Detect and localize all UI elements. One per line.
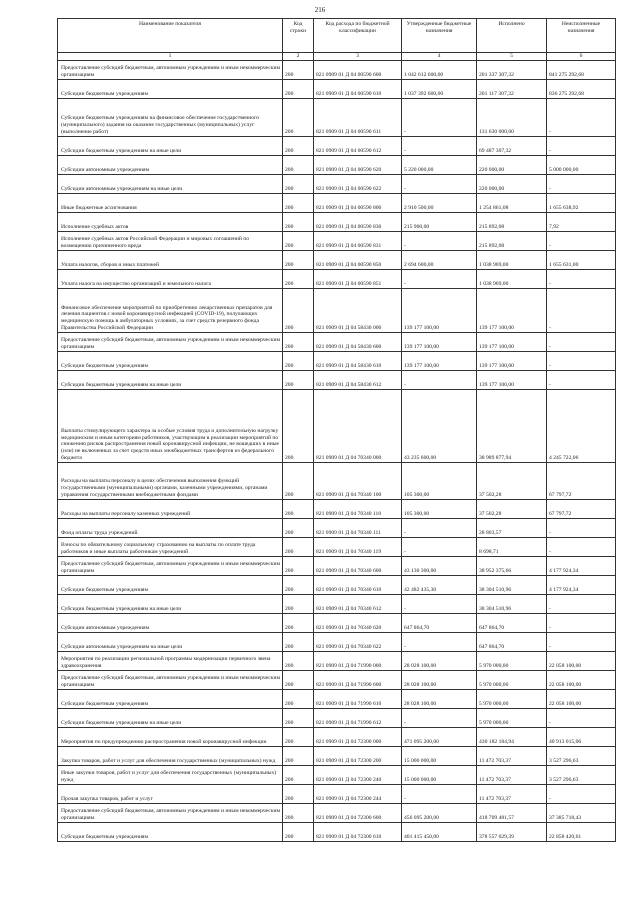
- row-classification-code: 821 0909 01 Д 04 72300 600: [314, 803, 402, 822]
- row-line-code: 200: [283, 269, 314, 288]
- row-executed: 201 117 307,32: [477, 79, 547, 98]
- row-approved: 5 220 000,00: [402, 155, 477, 174]
- row-remaining: -: [547, 594, 616, 613]
- header-approved: Утвержденные бюджетные назначения: [402, 19, 477, 53]
- row-line-code: 200: [283, 462, 314, 499]
- column-number: 4: [402, 53, 477, 61]
- row-executed: 5 970 000,00: [477, 651, 547, 670]
- table-row: [58, 79, 616, 98]
- row-name: Субсидии автономным учреждениям: [58, 155, 283, 174]
- column-numbers-row: [58, 53, 616, 61]
- row-remaining: 5 000 000,00: [547, 155, 616, 174]
- row-executed: 11 472 703,37: [477, 765, 547, 784]
- row-executed: 38 989 877,94: [477, 389, 547, 462]
- row-remaining: 22 058 100,00: [547, 689, 616, 708]
- row-classification-code: 821 0909 01 Д 04 00590 600: [314, 60, 402, 79]
- row-approved: -: [402, 708, 477, 727]
- row-classification-code: 821 0909 01 Д 04 00590 851: [314, 269, 402, 288]
- row-name: Субсидии бюджетным учреждениям на иные цели: [58, 708, 283, 727]
- row-classification-code: 821 0909 01 Д 04 72300 200: [314, 746, 402, 765]
- row-remaining: 3 527 296,63: [547, 765, 616, 784]
- row-executed: 215 892,08: [477, 212, 547, 231]
- table-row: [58, 351, 616, 370]
- row-executed: 647 864,70: [477, 632, 547, 651]
- row-line-code: 200: [283, 803, 314, 822]
- row-executed: 11 472 703,37: [477, 784, 547, 803]
- column-number: 1: [58, 53, 283, 61]
- row-approved: -: [402, 784, 477, 803]
- row-executed: 139 177 100,00: [477, 351, 547, 370]
- row-executed: 37 502,28: [477, 499, 547, 518]
- row-remaining: -: [547, 518, 616, 537]
- row-executed: 418 709 481,57: [477, 803, 547, 822]
- row-executed: 38 304 510,96: [477, 594, 547, 613]
- table-row: [58, 212, 616, 231]
- row-name: Субсидии бюджетным учреждениям: [58, 689, 283, 708]
- table-row: [58, 670, 616, 689]
- row-approved: -: [402, 231, 477, 250]
- row-executed: 5 970 000,00: [477, 708, 547, 727]
- row-name: Мероприятия по предупреждению распространения новой коронавирусной инфекции: [58, 727, 283, 746]
- row-executed: 69 487 307,32: [477, 136, 547, 155]
- row-approved: 28 028 100,00: [402, 670, 477, 689]
- row-classification-code: 821 0909 01 Д 04 00590 622: [314, 174, 402, 193]
- row-classification-code: 821 0909 01 Д 04 70340 100: [314, 462, 402, 499]
- row-remaining: -: [547, 136, 616, 155]
- row-approved: 15 000 000,00: [402, 746, 477, 765]
- row-remaining: 1 655 638,92: [547, 193, 616, 212]
- row-approved: 2 694 600,00: [402, 250, 477, 269]
- row-approved: 105 300,00: [402, 462, 477, 499]
- row-classification-code: 821 0909 01 Д 04 70340 119: [314, 537, 402, 556]
- header-indicator-name: Наименование показателя: [58, 19, 283, 53]
- row-approved: 647 864,70: [402, 613, 477, 632]
- row-executed: 378 557 029,39: [477, 822, 547, 841]
- row-remaining: -: [547, 269, 616, 288]
- table-row: [58, 613, 616, 632]
- table-row: [58, 822, 616, 841]
- row-remaining: 841 275 292,68: [547, 60, 616, 79]
- row-line-code: 200: [283, 822, 314, 841]
- row-executed: 37 502,28: [477, 462, 547, 499]
- header-executed: Исполнено: [477, 19, 547, 53]
- row-executed: 201 337 307,32: [477, 60, 547, 79]
- row-classification-code: 821 0909 01 Д 04 00590 611: [314, 98, 402, 136]
- row-classification-code: 821 0909 01 Д 04 00590 612: [314, 136, 402, 155]
- row-classification-code: 821 0909 01 Д 04 70340 110: [314, 499, 402, 518]
- row-classification-code: 821 0909 01 Д 04 71990 610: [314, 689, 402, 708]
- row-executed: 220 000,00: [477, 155, 547, 174]
- table-body: [58, 60, 616, 841]
- row-line-code: 200: [283, 155, 314, 174]
- table-row: [58, 250, 616, 269]
- row-name: Выплаты стимулирующего характера за особые условия труда и дополнительную нагрузку медицинским и иным категориям работников, участвующим в реализации мероприятий по снижению рисков распространения новой коронавирусной инфекции, не вошедших в иные (или) не включенных за счет средств иных межбюджетных трансфертов из федерального бюджета: [58, 389, 283, 462]
- row-name: Предоставление субсидий бюджетным, автономным учреждениям и иным некоммерческим организациям: [58, 670, 283, 689]
- row-line-code: 200: [283, 689, 314, 708]
- row-classification-code: 821 0909 01 Д 04 58430 600: [314, 332, 402, 351]
- row-remaining: 7,92: [547, 212, 616, 231]
- row-approved: 1 042 612 600,00: [402, 60, 477, 79]
- row-name: Расходы на выплаты персоналу в целях обеспечения выполнения функций государственными (муниципальными) органами, казенными учреждениями, органами управления государственными внебюджетными фондами: [58, 462, 283, 499]
- table-row: [58, 155, 616, 174]
- row-name: Субсидии бюджетным учреждениям на финансовое обеспечение государственного (муниципального) задания на оказание государственных (муниципальных) услуг (выполнение работ): [58, 98, 283, 136]
- row-name: Субсидии автономным учреждениям на иные цели: [58, 632, 283, 651]
- table-row: [58, 389, 616, 462]
- row-approved: 401 415 450,00: [402, 822, 477, 841]
- row-line-code: 200: [283, 651, 314, 670]
- row-approved: 456 095 200,00: [402, 803, 477, 822]
- table-row: [58, 537, 616, 556]
- row-line-code: 200: [283, 60, 314, 79]
- row-classification-code: 821 0909 01 Д 04 00590 610: [314, 79, 402, 98]
- row-name: Расходы на выплаты персоналу казенных учреждений: [58, 499, 283, 518]
- row-approved: -: [402, 174, 477, 193]
- header-line-code: Код строки: [283, 19, 314, 53]
- row-line-code: 200: [283, 499, 314, 518]
- row-remaining: 4 177 924,34: [547, 556, 616, 575]
- row-line-code: 200: [283, 746, 314, 765]
- row-remaining: -: [547, 537, 616, 556]
- row-remaining: -: [547, 174, 616, 193]
- row-approved: 105 300,00: [402, 499, 477, 518]
- row-name: Уплата налога на имущество организаций и земельного налога: [58, 269, 283, 288]
- row-classification-code: 821 0909 01 Д 04 00590 850: [314, 250, 402, 269]
- row-line-code: 200: [283, 765, 314, 784]
- column-number: 2: [283, 53, 314, 61]
- row-name: Субсидии бюджетным учреждениям: [58, 79, 283, 98]
- row-line-code: 200: [283, 231, 314, 250]
- row-line-code: 200: [283, 136, 314, 155]
- table-header-row: [58, 19, 616, 53]
- row-line-code: 200: [283, 537, 314, 556]
- row-line-code: 200: [283, 250, 314, 269]
- row-executed: 8 698,71: [477, 537, 547, 556]
- table-row: [58, 784, 616, 803]
- row-line-code: 200: [283, 594, 314, 613]
- row-remaining: 37 385 718,43: [547, 803, 616, 822]
- row-name: Мероприятия по реализации региональной программы модернизации первичного звена здравоохранения: [58, 651, 283, 670]
- row-executed: 38 952 375,66: [477, 556, 547, 575]
- row-name: Иные закупки товаров, работ и услуг для обеспечения государственных (муниципальных) нужд: [58, 765, 283, 784]
- row-remaining: -: [547, 632, 616, 651]
- row-classification-code: 821 0909 01 Д 04 71990 612: [314, 708, 402, 727]
- table-row: [58, 746, 616, 765]
- row-name: Закупка товаров, работ и услуг для обеспечения государственных (муниципальных) нужд: [58, 746, 283, 765]
- row-executed: 215 892,08: [477, 231, 547, 250]
- row-remaining: 22 858 420,61: [547, 822, 616, 841]
- row-classification-code: 821 0909 01 Д 04 70340 000: [314, 389, 402, 462]
- table-row: [58, 708, 616, 727]
- row-line-code: 200: [283, 727, 314, 746]
- table-row: [58, 288, 616, 332]
- row-classification-code: 821 0909 01 Д 04 00590 800: [314, 193, 402, 212]
- row-remaining: 40 913 015,06: [547, 727, 616, 746]
- row-executed: 1 254 861,08: [477, 193, 547, 212]
- row-name: Субсидии бюджетным учреждениям: [58, 351, 283, 370]
- row-remaining: -: [547, 370, 616, 389]
- row-line-code: 200: [283, 575, 314, 594]
- table-row: [58, 594, 616, 613]
- row-name: Фонд оплаты труда учреждений: [58, 518, 283, 537]
- row-name: Субсидии бюджетным учреждениям на иные цели: [58, 594, 283, 613]
- row-approved: 2 910 500,00: [402, 193, 477, 212]
- row-name: Субсидии бюджетным учреждениям: [58, 822, 283, 841]
- row-remaining: 67 797,72: [547, 462, 616, 499]
- table-row: [58, 370, 616, 389]
- row-name: Предоставление субсидий бюджетным, автономным учреждениям и иным некоммерческим организациям: [58, 332, 283, 351]
- row-remaining: -: [547, 288, 616, 332]
- row-executed: 139 177 100,00: [477, 288, 547, 332]
- row-executed: 647 864,70: [477, 613, 547, 632]
- row-executed: 5 970 000,00: [477, 670, 547, 689]
- table-row: [58, 269, 616, 288]
- row-remaining: 4 245 722,06: [547, 389, 616, 462]
- row-classification-code: 821 0909 01 Д 04 00590 831: [314, 231, 402, 250]
- row-classification-code: 821 0909 01 Д 04 70340 620: [314, 613, 402, 632]
- row-line-code: 200: [283, 332, 314, 351]
- row-approved: 1 037 392 600,00: [402, 79, 477, 98]
- row-classification-code: 821 0909 01 Д 04 58430 610: [314, 351, 402, 370]
- row-line-code: 200: [283, 288, 314, 332]
- row-name: Субсидии бюджетным учреждениям на иные цели: [58, 136, 283, 155]
- row-executed: 220 000,00: [477, 174, 547, 193]
- row-line-code: 200: [283, 174, 314, 193]
- row-approved: 15 000 000,00: [402, 765, 477, 784]
- budget-execution-table: [57, 18, 616, 842]
- table-row: [58, 174, 616, 193]
- row-name: Предоставление субсидий бюджетным, автономным учреждениям и иным некоммерческим организациям: [58, 803, 283, 822]
- row-classification-code: 821 0909 01 Д 04 00590 620: [314, 155, 402, 174]
- row-classification-code: 821 0909 01 Д 04 58430 612: [314, 370, 402, 389]
- row-classification-code: 821 0909 01 Д 04 70340 111: [314, 518, 402, 537]
- table-row: [58, 765, 616, 784]
- row-executed: 1 038 969,00: [477, 269, 547, 288]
- row-approved: 42 482 435,30: [402, 575, 477, 594]
- row-executed: 139 177 100,00: [477, 370, 547, 389]
- row-approved: 28 028 100,00: [402, 689, 477, 708]
- row-name: Прочая закупка товаров, работ и услуг: [58, 784, 283, 803]
- row-line-code: 200: [283, 708, 314, 727]
- table-row: [58, 651, 616, 670]
- row-remaining: 1 655 631,00: [547, 250, 616, 269]
- row-line-code: 200: [283, 212, 314, 231]
- row-classification-code: 821 0909 01 Д 04 58430 000: [314, 288, 402, 332]
- table-row: [58, 193, 616, 212]
- row-approved: -: [402, 269, 477, 288]
- row-approved: 139 177 100,00: [402, 332, 477, 351]
- row-classification-code: 821 0909 01 Д 04 72300 244: [314, 784, 402, 803]
- row-approved: 215 900,00: [402, 212, 477, 231]
- row-line-code: 200: [283, 784, 314, 803]
- column-number: 6: [547, 53, 616, 61]
- row-line-code: 200: [283, 556, 314, 575]
- row-classification-code: 821 0909 01 Д 04 70340 612: [314, 594, 402, 613]
- row-approved: 471 095 200,00: [402, 727, 477, 746]
- row-approved: -: [402, 136, 477, 155]
- row-remaining: -: [547, 332, 616, 351]
- row-approved: 28 028 100,00: [402, 651, 477, 670]
- row-line-code: 200: [283, 351, 314, 370]
- header-remaining: Неисполненные назначения: [547, 19, 616, 53]
- row-approved: -: [402, 518, 477, 537]
- row-remaining: -: [547, 351, 616, 370]
- table-row: [58, 462, 616, 499]
- row-classification-code: 821 0909 01 Д 04 70340 622: [314, 632, 402, 651]
- row-name: Субсидии автономным учреждениям: [58, 613, 283, 632]
- row-remaining: 836 275 292,68: [547, 79, 616, 98]
- row-remaining: -: [547, 231, 616, 250]
- table-row: [58, 689, 616, 708]
- row-remaining: 3 527 296,63: [547, 746, 616, 765]
- row-remaining: -: [547, 708, 616, 727]
- row-remaining: 4 177 924,34: [547, 575, 616, 594]
- row-approved: 139 177 100,00: [402, 288, 477, 332]
- row-line-code: 200: [283, 193, 314, 212]
- row-line-code: 200: [283, 98, 314, 136]
- row-line-code: 200: [283, 79, 314, 98]
- row-name: Исполнение судебных актов: [58, 212, 283, 231]
- row-remaining: -: [547, 98, 616, 136]
- row-approved: 43 235 600,00: [402, 389, 477, 462]
- table-row: [58, 231, 616, 250]
- row-line-code: 200: [283, 632, 314, 651]
- row-remaining: 22 058 100,00: [547, 651, 616, 670]
- row-name: Предоставление субсидий бюджетным, автономным учреждениям и иным некоммерческим организациям: [58, 556, 283, 575]
- row-approved: -: [402, 98, 477, 136]
- row-name: Исполнение судебных актов Российской Федерации и мировых соглашений по возмещению причиненного вреда: [58, 231, 283, 250]
- row-name: Финансовое обеспечение мероприятий по приобретению лекарственных препаратов для лечения пациентов с новой коронавирусной инфекцией (COVID-19), получающих медицинскую помощь в амбулаторных условиях, за счет средств резервного фонда Правительства Российской Федерации: [58, 288, 283, 332]
- column-number: 3: [314, 53, 402, 61]
- row-executed: 28 803,57: [477, 518, 547, 537]
- row-executed: 139 177 100,00: [477, 332, 547, 351]
- row-approved: -: [402, 370, 477, 389]
- row-classification-code: 821 0909 01 Д 04 72300 000: [314, 727, 402, 746]
- table-row: [58, 136, 616, 155]
- row-approved: 43 130 300,00: [402, 556, 477, 575]
- table-row: [58, 60, 616, 79]
- table-row: [58, 98, 616, 136]
- column-number: 5: [477, 53, 547, 61]
- row-classification-code: 821 0909 01 Д 04 71990 600: [314, 670, 402, 689]
- row-executed: 131 630 000,00: [477, 98, 547, 136]
- row-name: Иные бюджетные ассигнования: [58, 193, 283, 212]
- table-row: [58, 727, 616, 746]
- table-row: [58, 803, 616, 822]
- row-executed: 38 304 510,96: [477, 575, 547, 594]
- table-row: [58, 556, 616, 575]
- row-executed: 5 970 000,00: [477, 689, 547, 708]
- row-line-code: 200: [283, 389, 314, 462]
- row-classification-code: 821 0909 01 Д 04 72300 240: [314, 765, 402, 784]
- row-line-code: 200: [283, 613, 314, 632]
- row-name: Субсидии бюджетным учреждениям: [58, 575, 283, 594]
- row-remaining: 22 058 100,00: [547, 670, 616, 689]
- row-classification-code: 821 0909 01 Д 04 72300 610: [314, 822, 402, 841]
- page-number: 216: [314, 6, 326, 14]
- row-classification-code: 821 0909 01 Д 04 70340 600: [314, 556, 402, 575]
- table-row: [58, 518, 616, 537]
- row-name: Взносы по обязательному социальному страхованию на выплаты по оплате труда работников и иные выплаты работникам учреждений: [58, 537, 283, 556]
- row-executed: 430 182 184,94: [477, 727, 547, 746]
- row-approved: -: [402, 594, 477, 613]
- row-executed: 1 038 969,00: [477, 250, 547, 269]
- row-line-code: 200: [283, 670, 314, 689]
- table-row: [58, 499, 616, 518]
- row-approved: 139 177 100,00: [402, 351, 477, 370]
- header-classification-code: Код расхода по бюджетной классификации: [314, 19, 402, 53]
- row-remaining: 67 797,72: [547, 499, 616, 518]
- row-remaining: -: [547, 784, 616, 803]
- row-name: Субсидии бюджетным учреждениям на иные цели: [58, 370, 283, 389]
- table-row: [58, 575, 616, 594]
- row-name: Предоставление субсидий бюджетным, автономным учреждениям и иным некоммерческим организациям: [58, 60, 283, 79]
- row-line-code: 200: [283, 518, 314, 537]
- row-classification-code: 821 0909 01 Д 04 70340 610: [314, 575, 402, 594]
- row-line-code: 200: [283, 370, 314, 389]
- row-name: Субсидии автономным учреждениям на иные цели: [58, 174, 283, 193]
- row-approved: -: [402, 632, 477, 651]
- row-remaining: -: [547, 613, 616, 632]
- table-row: [58, 632, 616, 651]
- row-classification-code: 821 0909 01 Д 04 71990 000: [314, 651, 402, 670]
- row-classification-code: 821 0909 01 Д 04 00590 830: [314, 212, 402, 231]
- row-executed: 11 472 703,37: [477, 746, 547, 765]
- row-name: Уплата налогов, сборов и иных платежей: [58, 250, 283, 269]
- table-row: [58, 332, 616, 351]
- row-approved: -: [402, 537, 477, 556]
